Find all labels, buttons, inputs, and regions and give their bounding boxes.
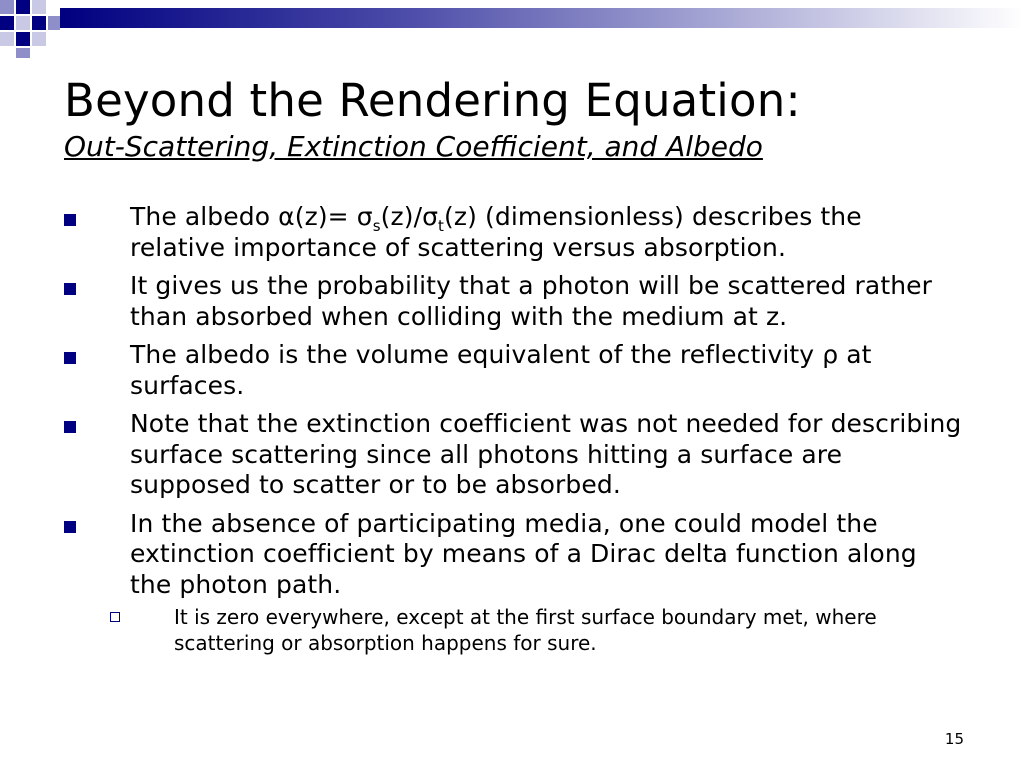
bullet-text-post: (z) (dimensionless) describes the relative importance of scattering versus absorption. xyxy=(130,202,862,262)
slide-title: Beyond the Rendering Equation: xyxy=(64,74,801,127)
page-number: 15 xyxy=(944,730,964,748)
square-bullet-icon xyxy=(64,352,76,364)
square-bullet-icon xyxy=(64,521,76,533)
hollow-square-bullet-icon xyxy=(110,612,120,622)
subscript-t: t xyxy=(438,217,445,235)
slide-subtitle: Out-Scattering, Extinction Coefficient, and Albedo xyxy=(64,130,763,163)
bullet-probability xyxy=(62,271,962,332)
bullet-text: In the absence of participating media, one could model the extinction coefficient by means of a Dirac delta function along the photon path. xyxy=(130,508,917,599)
subbullet-text: It is zero everywhere, except at the first surface boundary met, where scattering or absorption happens for sure. xyxy=(174,605,877,655)
bullet-volume-equivalent xyxy=(62,340,962,401)
title-block xyxy=(64,74,1004,164)
square-bullet-icon xyxy=(64,214,76,226)
subbullet-zero-everywhere xyxy=(62,604,962,656)
square-bullet-icon xyxy=(64,283,76,295)
bullet-dirac-delta xyxy=(62,509,962,601)
bullet-text: The albedo is the volume equivalent of the reflectivity ρ at surfaces. xyxy=(130,340,872,400)
bullet-text: It gives us the probability that a photon will be scattered rather than absorbed when colliding with the medium at z. xyxy=(130,271,933,331)
header-decoration xyxy=(0,0,1024,60)
bullet-list xyxy=(62,202,962,656)
subscript-s: s xyxy=(372,217,381,235)
bullet-text-pre: The albedo α(z)= σ xyxy=(130,202,373,231)
bullet-text: Note that the extinction coefficient was not needed for describing surface scattering since all photons hitting a surface are supposed to scatter or to be absorbed. xyxy=(130,409,962,499)
square-bullet-icon xyxy=(64,421,76,433)
bullet-albedo-definition xyxy=(62,202,962,263)
bullet-extinction-note xyxy=(62,409,962,501)
bullet-text-mid: (z)/σ xyxy=(380,202,439,231)
